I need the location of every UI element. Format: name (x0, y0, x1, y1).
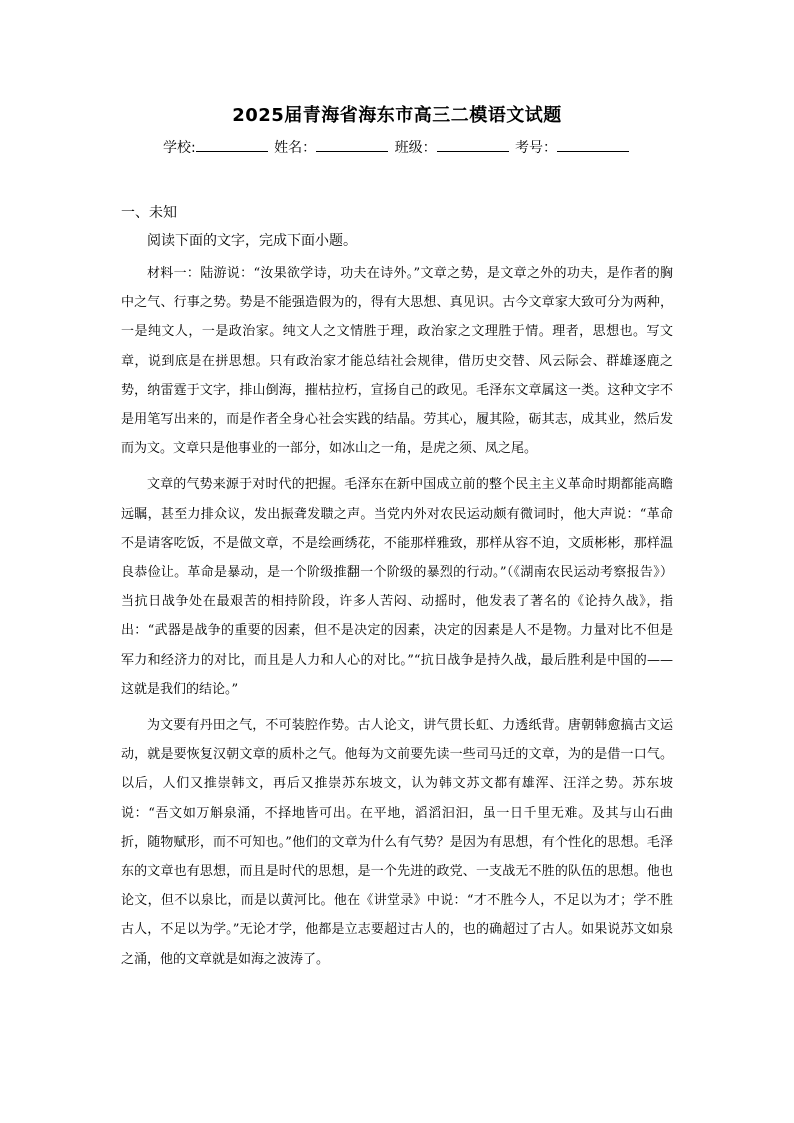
question-instruction: 阅读下面的文字，完成下面小题。 (147, 233, 357, 249)
student-info-line (0, 137, 794, 158)
exam-number-blank[interactable] (557, 137, 629, 152)
exam-number-label: 考号： (515, 140, 558, 156)
school-blank[interactable] (196, 137, 268, 152)
section-heading: 一、未知 (121, 205, 177, 221)
name-label: 姓名： (274, 140, 317, 156)
passage-paragraph: 为文要有丹田之气，不可装腔作势。古人论文，讲气贯长虹、力透纸背。唐朝韩愈搞古文运动，就是要恢复汉朝文章的质朴之气。他每为文前要先读一些司马迁的文章，为的是借一口气。以后，人们又推崇韩文，再后又推崇苏东坡文，认为韩文苏文都有雄浑、汪洋之势。苏东坡说：“吾文如万斛泉涌，不择地皆可出。在平地，滔滔汩汩，虽一日千里无难。及其与山石曲折，随物赋形，而不可知也。”他们的文章为什么有气势？是因为有思想，有个性化的思想。毛泽东的文章也有思想，而且是时代的思想，是一个先进的政党、一支战无不胜的队伍的思想。他也论文，但不以泉比，而是以黄河比。他在《讲堂录》中说：“才不胜今人，不足以为才；学不胜古人，不足以为学。”无论才学，他都是立志要超过古人的，也的确超过了古人。如果说苏文如泉之涌，他的文章就是如海之波涛了。 (121, 718, 673, 967)
school-label: 学校: (162, 140, 196, 156)
document-title: 2025届青海省海东市高三二模语文试题 (232, 105, 562, 126)
reading-passage (121, 259, 673, 981)
name-blank[interactable] (316, 137, 388, 152)
class-label: 班级： (394, 140, 437, 156)
passage-paragraph: 文章的气势来源于对时代的把握。毛泽东在新中国成立前的整个民主主义革命时期都能高瞻远瞩，甚至力排众议，发出振聋发聩之声。当党内外对农民运动颇有微词时，他大声说：“革命不是请客吃饭，不是做文章，不是绘画绣花，不能那样雅致，那样从容不迫，文质彬彬，那样温良恭俭让。革命是暴动，是一个阶级推翻一个阶级的暴烈的行动。”（《湖南农民运动考察报告》） 当抗日战争处在最艰苦的相持阶段，许多人苦闷、动摇时，他发表了著名的《论持久战》，指出：“武器是战争的重要的因素，但不是决定的因素，决定的因素是人不是物。力量对比不但是军力和经济力的对比，而且是人力和人心的对比。”“抗日战争是持久战，最后胜利是中国的——这就是我们的结论。” (121, 477, 673, 697)
class-blank[interactable] (437, 137, 509, 152)
passage-paragraph: 材料一：陆游说：“汝果欲学诗，功夫在诗外。”文章之势，是文章之外的功夫，是作者的胸中之气、行事之势。势是不能强造假为的，得有大思想、真见识。古今文章家大致可分为两种，一是纯文人，一是政治家。纯文人之文情胜于理，政治家之文理胜于情。理者，思想也。写文章，说到底是在拼思想。只有政治家才能总结社会规律，借历史交替、风云际会、群雄逐鹿之势，纳雷霆于文字，排山倒海，摧枯拉朽，宣扬自己的政见。毛泽东文章属这一类。这种文字不是用笔写出来的，而是作者全身心社会实践的结晶。劳其心，履其险，砺其志，成其业，然后发而为文。文章只是他事业的一部分，如冰山之一角，是虎之须、凤之尾。 (121, 266, 673, 457)
